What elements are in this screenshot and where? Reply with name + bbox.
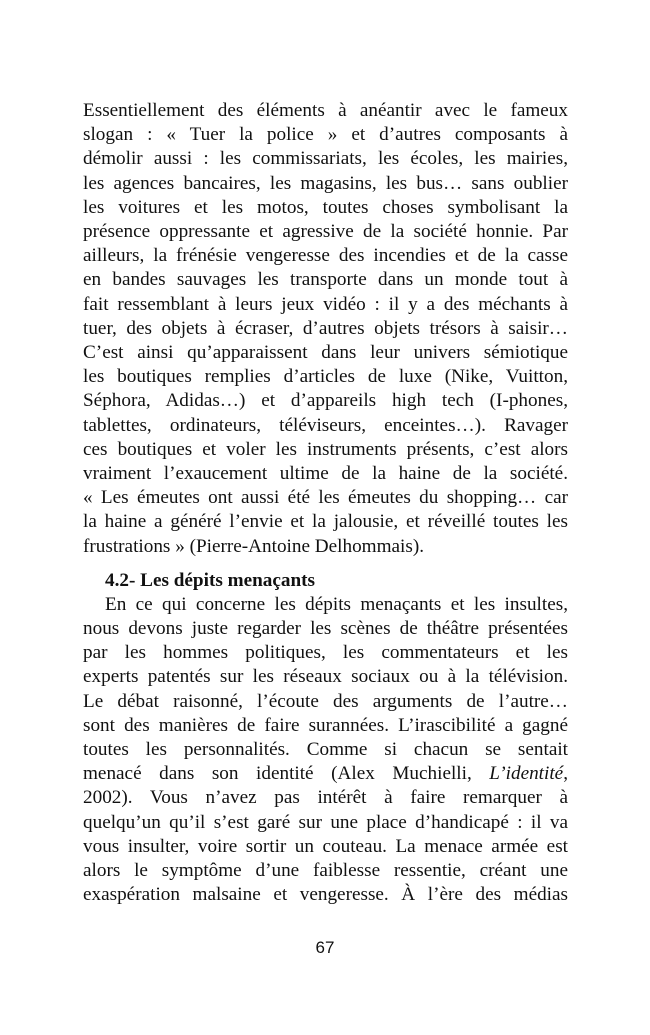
page-body [83,99,568,908]
text-line: En ce qui concerne les dépits menaçants et les insultes, [105,593,568,615]
text-line: les agences bancaires, les magasins, les bus… sans oublier [83,172,568,194]
text-line: en bandes sauvages les transporte dans un monde tout à [83,269,568,291]
text-line: sont des manières de faire surannées. L’irascibilité a gagné [83,714,568,736]
text-line: par les hommes politiques, les commentateurs et les [83,642,568,664]
citation-punctuation: , [563,763,568,785]
text-line: démolir aussi : les commissariats, les écoles, les mairies, [83,148,568,170]
text-line: exaspération malsaine et vengeresse. À l’ère des médias [83,884,568,906]
paragraph-threats [83,593,568,908]
text-line: la haine a généré l’envie et la jalousie, et réveillé toutes les [83,511,568,533]
text-line: ces boutiques et voler les instruments présents, c’est alors [83,438,568,460]
text-line: frustrations » (Pierre-Antoine Delhommais). [83,535,425,557]
citation-title: L’identité [489,763,564,785]
page-number: 67 [315,938,335,957]
text-line: 2002). Vous n’avez pas intérêt à faire remarquer à [83,787,568,809]
text-line: Séphora, Adidas…) et d’appareils high tech (I-phones, [83,390,568,412]
citation-text: menacé dans son identité (Alex Muchielli, [83,763,490,785]
text-line: nous devons juste regarder les scènes de théâtre présentées [83,618,568,640]
text-line: présence oppressante et agressive de la société honnie. Par [83,221,568,243]
paragraph-riots [83,99,568,559]
text-line: toutes les personnalités. Comme si chacun se sentait [83,739,568,761]
text-line: C’est ainsi qu’apparaissent dans leur univers sémiotique [83,342,568,364]
text-line: « Les émeutes ont aussi été les émeutes du shopping… car [83,487,568,509]
text-line: ailleurs, la frénésie vengeresse des incendies et de la casse [83,245,568,267]
text-line: quelqu’un qu’il s’est garé sur une place d’handicapé : il va [83,811,568,833]
text-line: tablettes, ordinateurs, téléviseurs, enceintes…). Ravager [83,414,568,436]
citation-line [83,762,568,786]
text-line: alors le symptôme d’une faiblesse ressentie, créant une [83,860,568,882]
text-line: vous insulter, voire sortir un couteau. La menace armée est [83,835,568,857]
text-line: fait ressemblant à leurs jeux vidéo : il y a des méchants à [83,293,568,315]
text-line: les voitures et les motos, toutes choses symbolisant la [83,196,568,218]
text-line: Essentiellement des éléments à anéantir avec le fameux [83,100,568,121]
text-line: les boutiques remplies d’articles de luxe (Nike, Vuitton, [83,366,568,388]
text-line: tuer, des objets à écraser, d’autres objets trésors à saisir… [83,317,568,339]
text-line: slogan : « Tuer la police » et d’autres composants à [83,124,568,146]
section-heading: 4.2- Les dépits menaçants [105,569,315,591]
text-line: vraiment l’exaucement ultime de la haine de la société. [83,463,568,485]
text-line: experts patentés sur les réseaux sociaux ou à la télévision. [83,666,568,688]
text-line: Le débat raisonné, l’écoute des arguments de l’autre… [83,690,568,712]
